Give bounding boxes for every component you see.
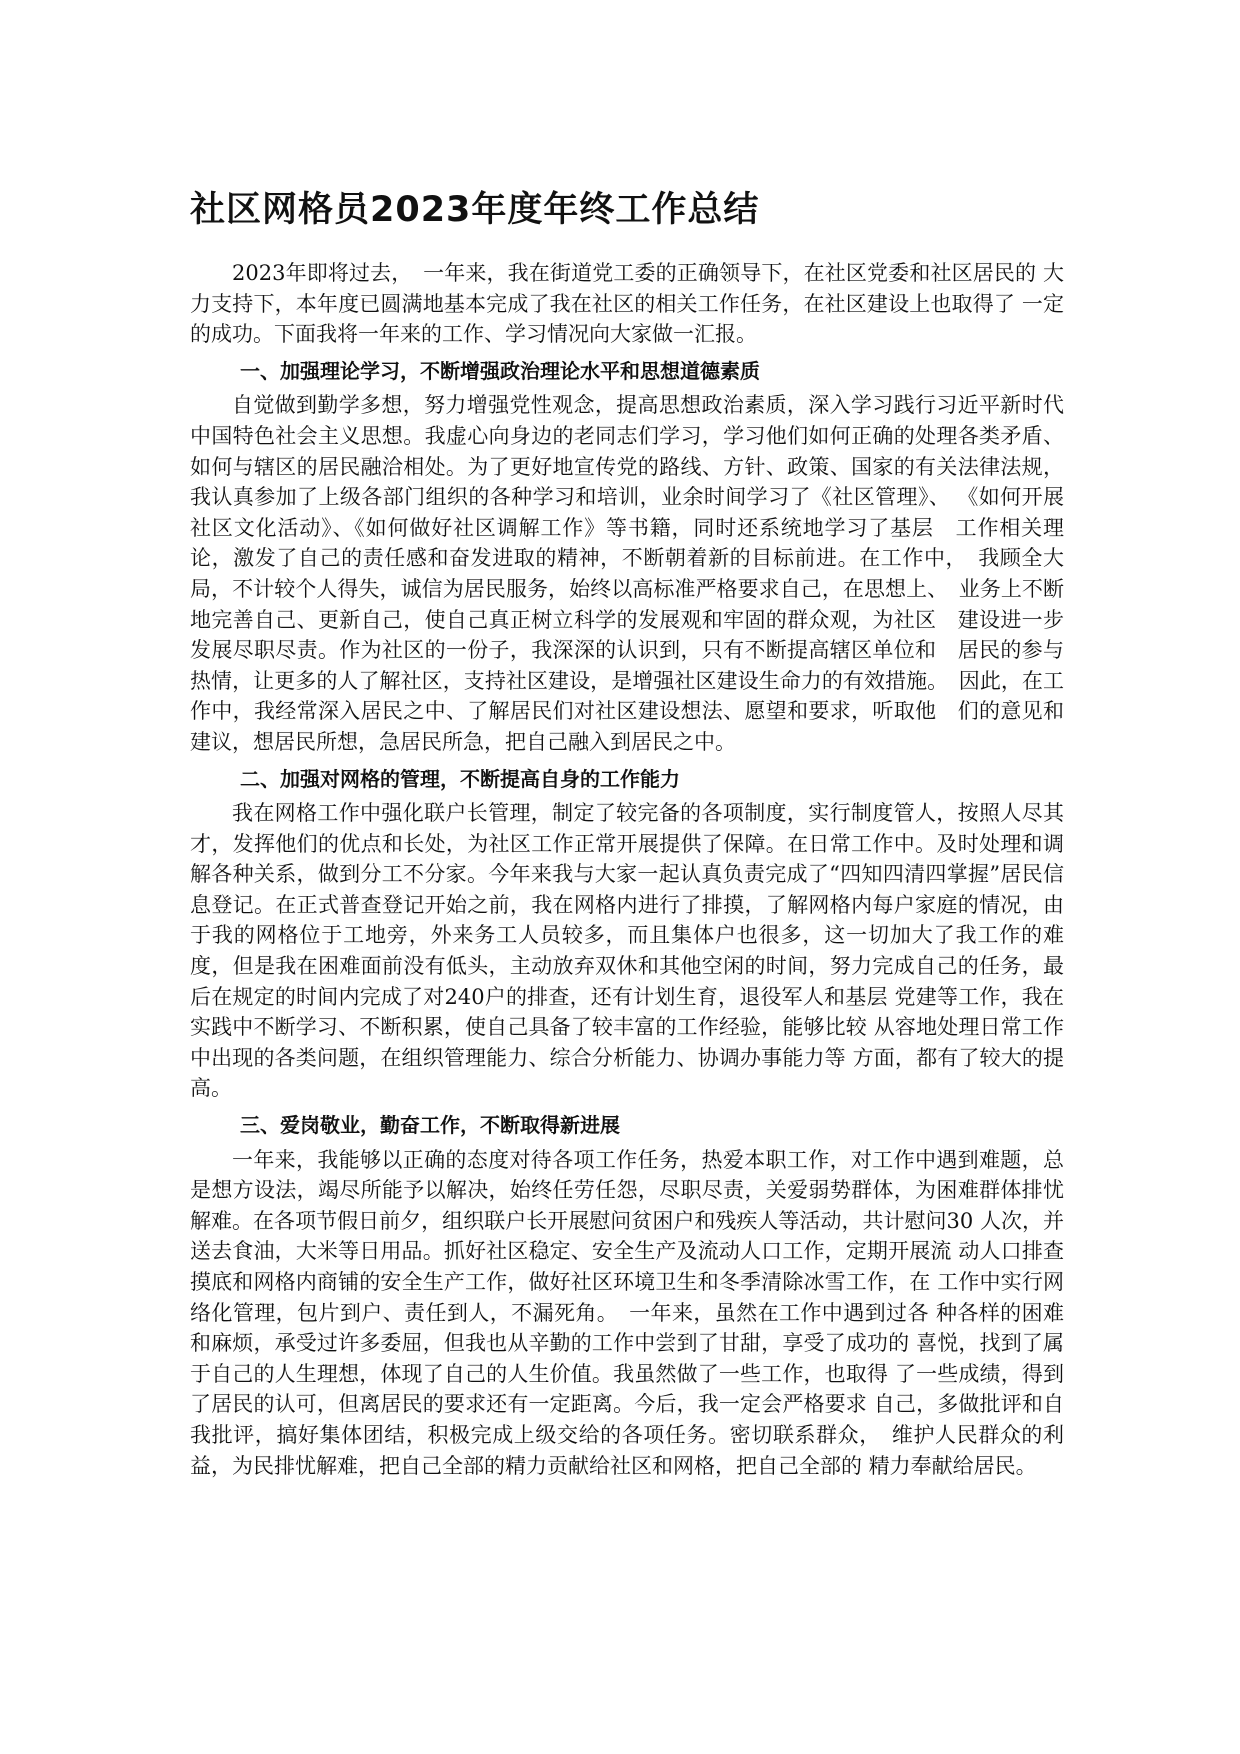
section-1 (190, 356, 1064, 758)
section-body: 一年来，我能够以正确的态度对待各项工作任务，热爱本职工作，对工作中遇到难题，总是想方设法，竭尽所能予以解决，始终任劳任怨，尽职尽责，关爱弱势群体，为困难群体排忧解难。在各项节假日前夕，组织联户长开展慰问贫困户和残疾人等活动，共计慰问30 人次，并送去食油，大米等日用品。抓好社区稳定、安全生产及流动人口工作，定期开展流 动人口排查摸底和网格内商铺的安全生产工作，做好社区环境卫生和冬季清除冰雪工作，在 工作中实行网络化管理，包片到户、责任到人，不漏死角。 一年来，虽然在工作中遇到过各 种各样的困难和麻烦，承受过许多委屈，但我也从辛勤的工作中尝到了甘甜，享受了成功的 喜悦，找到了属于自己的人生理想，体现了自己的人生价值。我虽然做了一些工作，也取得 了一些成绩，得到了居民的认可，但离居民的要求还有一定距离。今后，我一定会严格要求 自己，多做批评和自我批评，搞好集体团结，积极完成上级交给的各项任务。密切联系群众， 维护人民群众的利益，为民排忧解难，把自己全部的精力贡献给社区和网格，把自己全部的 精力奉献给居民。 (190, 1147, 1064, 1478)
document-title: 社区网格员2023年度年终工作总结 (190, 190, 760, 230)
section-body: 我在网格工作中强化联户长管理，制定了较完备的各项制度，实行制度管人，按照人尽其才，发挥他们的优点和长处，为社区工作正常开展提供了保障。在日常工作中。及时处理和调解各种关系，做到分工不分家。今年来我与大家一起认真负责完成了“四知四清四掌握”居民信息登记。在正式普查登记开始之前，我在网格内进行了排摸，了解网格内每户家庭的情况，由于我的网格位于工地旁，外来务工人员较多，而且集体户也很多，这一切加大了我工作的难度，但是我在困难面前没有低头，主动放弃双休和其他空闲的时间，努力完成自己的任务，最后在规定的时间内完成了对240户的排查，还有计划生育，退役军人和基层 党建等工作，我在实践中不断学习、不断积累，使自己具备了较丰富的工作经验，能够比较 从容地处理日常工作中出现的各类问题，在组织管理能力、综合分析能力、协调办事能力等 方面，都有了较大的提高。 (190, 801, 1064, 1101)
intro-paragraph: 2023年即将过去， 一年来，我在街道党工委的正确领导下，在社区党委和社区居民的 大力支持下，本年度已圆满地基本完成了我在社区的相关工作任务，在社区建设上也取得了 一定的成功。下面我将一年来的工作、学习情况向大家做一汇报。 (190, 261, 1064, 347)
section-2 (190, 764, 1064, 1105)
section-heading: 一、加强理论学习，不断增强政治理论水平和思想道德素质 (240, 358, 760, 383)
section-body: 自觉做到勤学多想，努力增强党性观念，提高思想政治素质，深入学习践行习近平新时代中国特色社会主义思想。我虚心向身边的老同志们学习，学习他们如何正确的处理各类矛盾、如何与辖区的居民融洽相处。为了更好地宣传党的路线、方针、政策、国家的有关法律法规，我认真参加了上级各部门组织的各种学习和培训，业余时间学习了《社区管理》、 《如何开展社区文化活动》、《如何做好社区调解工作》等书籍，同时还系统地学习了基层 工作相关理论，激发了自己的责任感和奋发进取的精神，不断朝着新的目标前进。在工作中， 我顾全大局，不计较个人得失，诚信为居民服务，始终以高标准严格要求自己，在思想上、 业务上不断地完善自己、更新自己，使自己真正树立科学的发展观和牢固的群众观，为社区 建设进一步发展尽职尽责。作为社区的一份子，我深深的认识到，只有不断提高辖区单位和 居民的参与热情，让更多的人了解社区，支持社区建设，是增强社区建设生命力的有效措施。 因此，在工作中，我经常深入居民之中、了解居民们对社区建设想法、愿望和要求，听取他 们的意见和建议，想居民所想，急居民所急，把自己融入到居民之中。 (190, 393, 1064, 754)
section-heading: 三、爱岗敬业，勤奋工作，不断取得新进展 (240, 1113, 620, 1138)
document-page (190, 186, 1064, 1481)
section-3 (190, 1110, 1064, 1481)
section-heading: 二、加强对网格的管理，不断提高自身的工作能力 (240, 766, 680, 791)
